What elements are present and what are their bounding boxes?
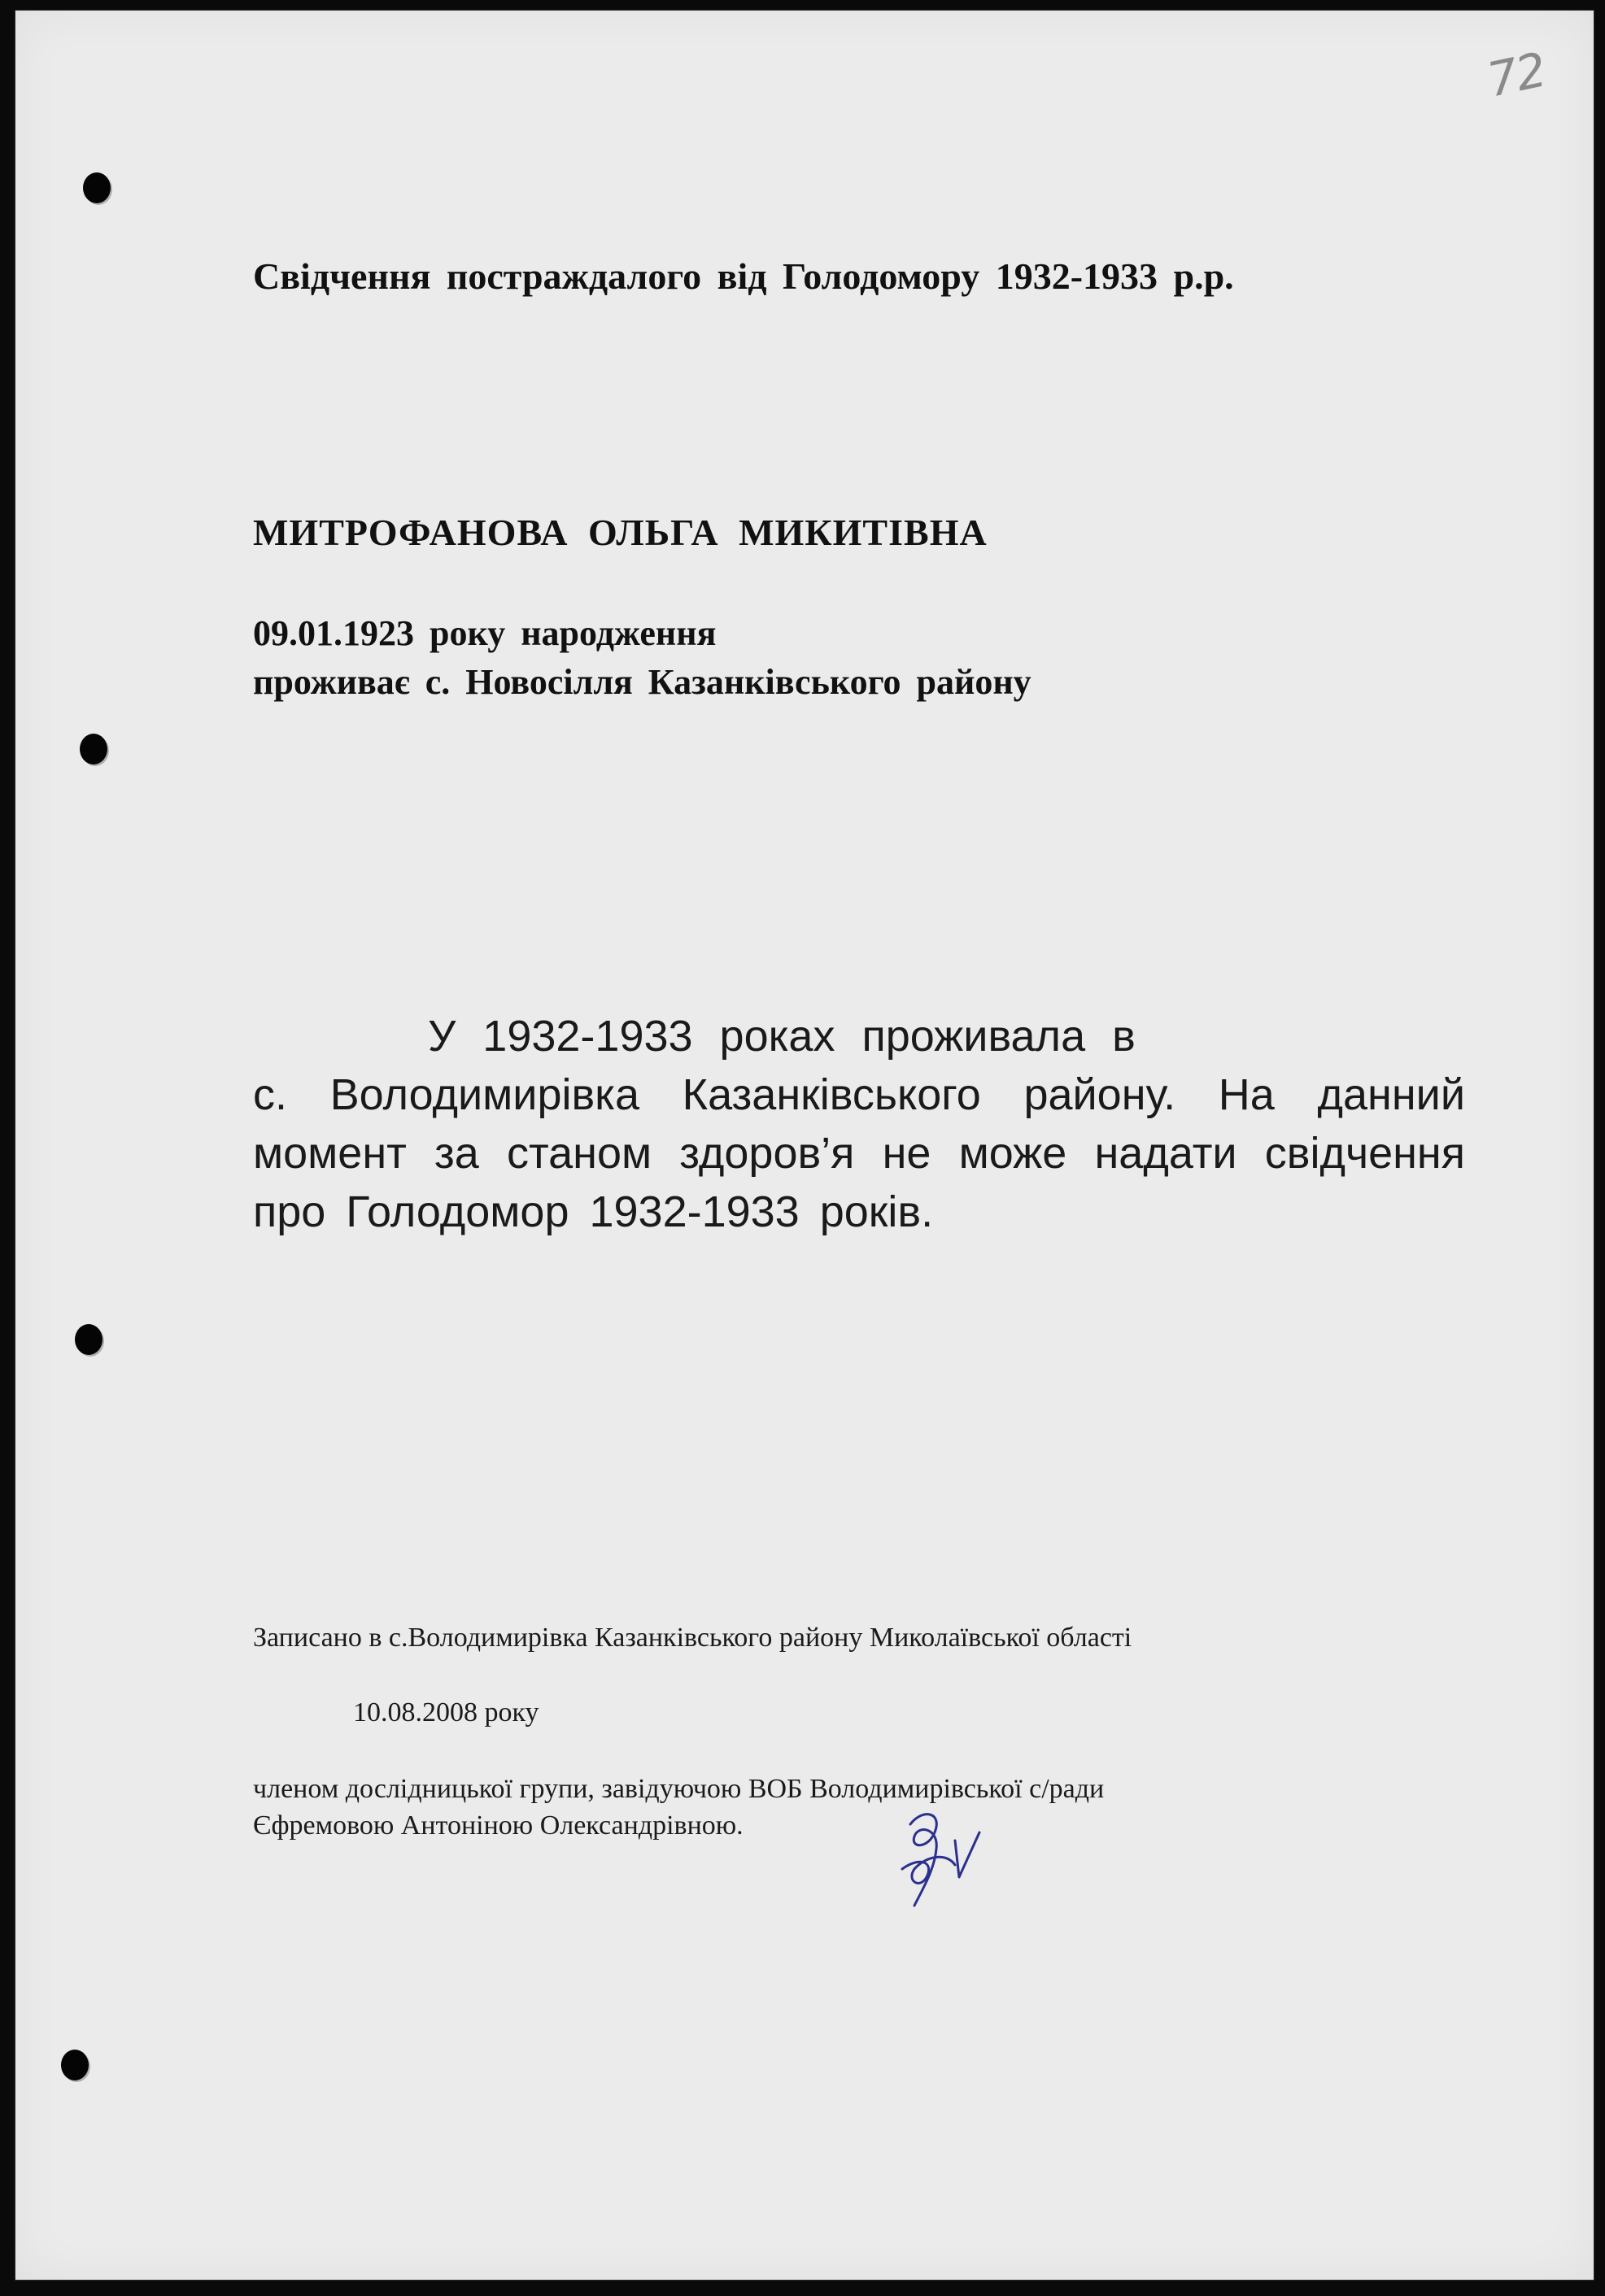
testimony-line: про Голодомор 1932-1933 років.	[253, 1187, 934, 1236]
document-title: Свідчення постраждалого від Голодомору 1932-1933 р.р.	[253, 255, 1234, 297]
testimony-line: У 1932-1933 роках проживала в	[428, 1012, 1136, 1061]
punch-hole	[61, 2050, 89, 2080]
document-page	[15, 10, 1594, 2281]
handwritten-page-number: 72	[1482, 41, 1550, 108]
birth-date-line: 09.01.1923 року народження	[253, 613, 717, 653]
punch-hole	[80, 734, 107, 765]
recorder-name: Єфремовою Антоніною Олександрівною.	[253, 1810, 744, 1841]
recorder-position: членом дослідницької групи, завідуючою ВОБ Володимирівської с/ради	[253, 1774, 1105, 1804]
signature-mark	[878, 1792, 1000, 1914]
testimony-line: момент за станом здоров’я не може надати свідчення	[253, 1129, 1465, 1178]
punch-hole	[75, 1324, 102, 1355]
testimony-paragraph	[253, 1007, 1465, 1241]
person-name: МИТРОФАНОВА ОЛЬГА МИКИТІВНА	[253, 512, 988, 553]
testimony-line: с. Володимирівка Казанківського району. На данний	[253, 1070, 1465, 1119]
recorded-place: Записано в с.Володимирівка Казанківського району Миколаївської області	[253, 1623, 1132, 1653]
residence-line: проживає с. Новосілля Казанківського району	[253, 662, 1031, 702]
recorded-date: 10.08.2008 року	[353, 1697, 539, 1727]
punch-hole	[83, 172, 111, 203]
